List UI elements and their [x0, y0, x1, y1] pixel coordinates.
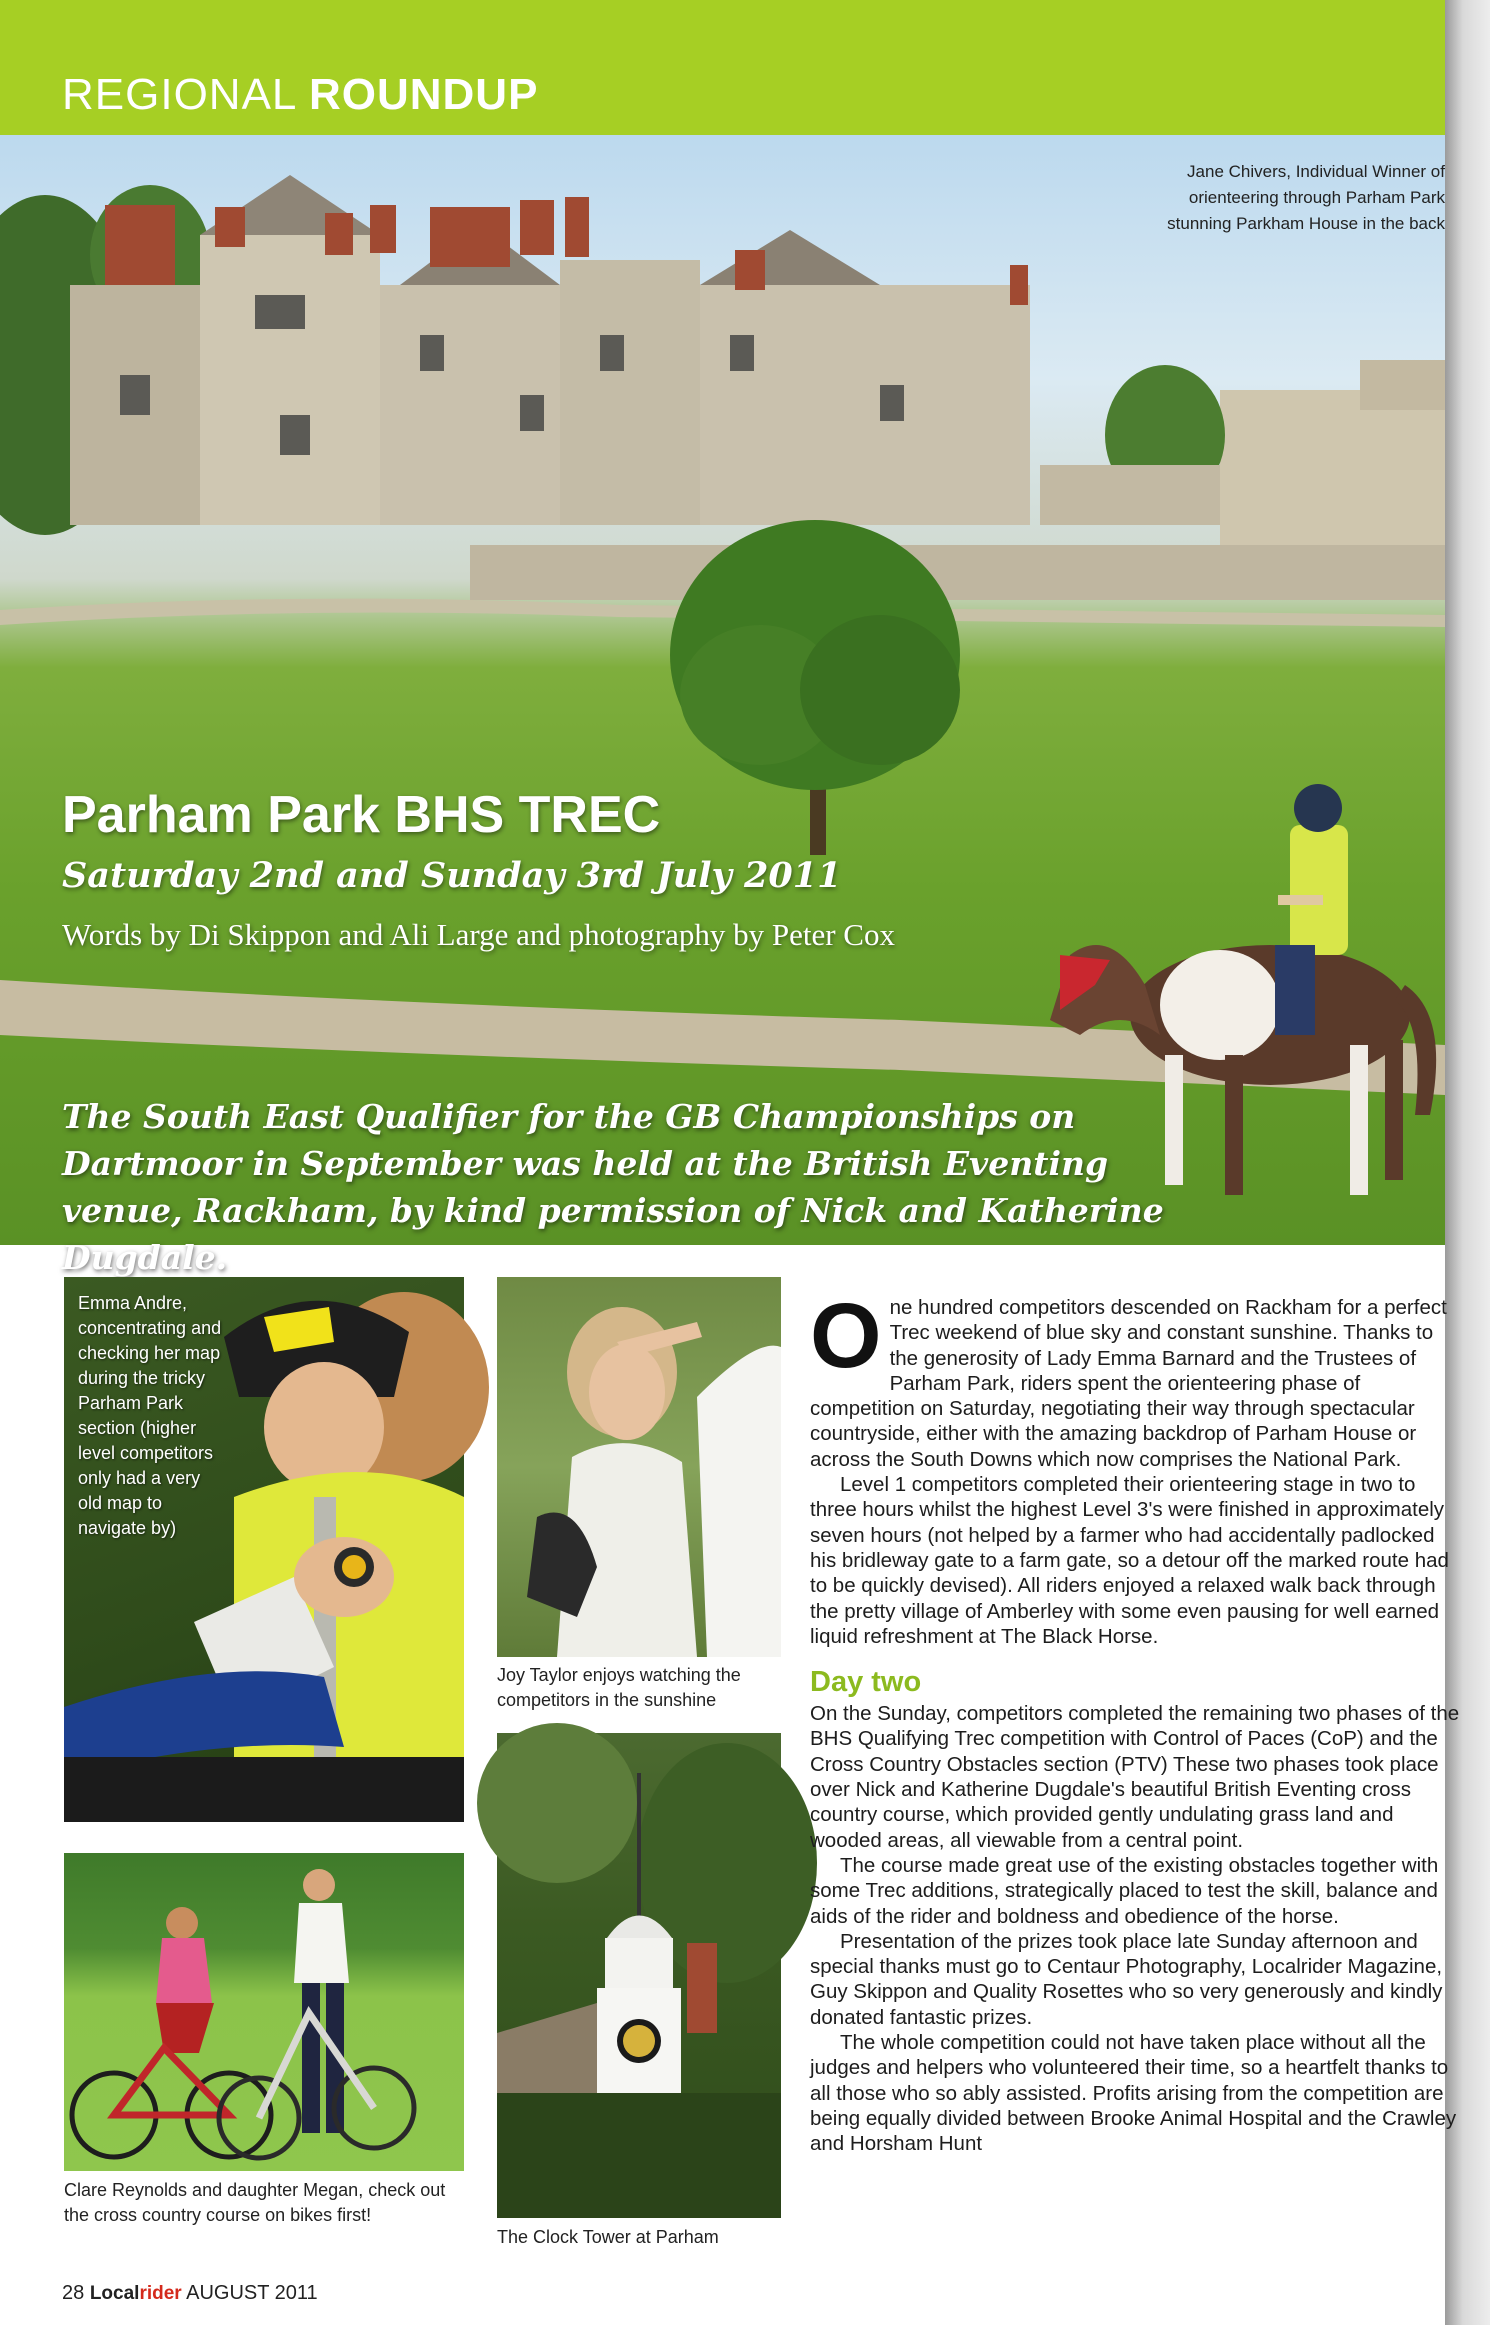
article-paragraph-4: The course made great use of the existing obstacles together with some Trec additions, strategically placed to test the skill, balance and aids of the rider and boldness and obedience of the horse.	[810, 1853, 1439, 1928]
article-paragraph-5: Presentation of the prizes took place late Sunday afternoon and special thanks must go to Centaur Photography, Localrider Magazine, Guy Skippon and Quality Rosettes who so very generously and kindly donated fantastic prizes.	[810, 1929, 1443, 2029]
section-header-band	[0, 0, 1445, 135]
article-headline: Parham Park BHS TREC	[62, 786, 661, 844]
photo-clock-tower	[497, 1733, 781, 2218]
article-dateline: Saturday 2nd and Sunday 3rd July 2011	[62, 855, 842, 896]
photo-joy-taylor	[497, 1277, 781, 1657]
photo-joy-taylor-caption: Joy Taylor enjoys watching the competitors in the sunshine	[497, 1665, 741, 1710]
photo-clock-tower-illustration	[497, 1733, 781, 2218]
photo-joy-taylor-illustration	[497, 1277, 781, 1657]
article-paragraph-3: On the Sunday, competitors completed the remaining two phases of the BHS Qualifying Trec competition with Control of Paces (CoP) and the Cross Country Obstacles section (PTV) These two phases took place over Nick and Katherine Dugdale's beautiful British Eventing cross country course, which provided gently undulating grass land and wooded areas, all viewable from a central point.	[810, 1702, 1460, 1852]
magazine-brand-logo: Localrider	[89, 2283, 182, 2304]
photo-clock-tower-caption: The Clock Tower at Parham	[497, 2227, 719, 2247]
issue-date: AUGUST 2011	[186, 2282, 318, 2304]
article-paragraph-2: Level 1 competitors completed their orienteering stage in two to three hours whilst the highest Level 3's were finished in approximately seven hours (not helped by a farmer who had accidentally padlocked his bridleway gate to a farm gate, so a detour off the marked route had to be quickly devised). All riders enjoyed a relaxed walk back through the pretty village of Amberley with some even pausing for well earned liquid refreshment at The Black Horse.	[810, 1473, 1449, 1648]
article-body	[810, 1285, 1470, 2157]
page-footer	[62, 2282, 318, 2305]
photo-clare-reynolds-illustration	[64, 1853, 464, 2171]
article-standfirst: The South East Qualifier for the GB Championships on Dartmoor in September was held at the British Eventing venue, Rackham, by kind permission of Nick and Katherine Dugdale.	[62, 1097, 1164, 1277]
photo-emma-andre-caption: Emma Andre, concentrating and checking her map during the tricky Parham Park section (higher level competitors only had a very old map to navigate by)	[78, 1293, 222, 1538]
article-dropcap: O	[810, 1285, 882, 1387]
article-subhead-day-two: Day two	[810, 1666, 922, 1699]
hero-illustration	[0, 135, 1445, 1245]
article-paragraph-6: The whole competition could not have taken place without all the judges and helpers who volunteered their time, so a heartfelt thanks to all those who so ably assisted. Profits arising from the competition are being equally divided between Brooke Animal Hospital and the Crawley and Horsham Hunt	[810, 2031, 1457, 2156]
hero-photo-parham-house	[0, 135, 1445, 1277]
hero-photo-credit-caption: Jane Chivers, Individual Winner of orienteering through Parham Park stunning Parkham House in the back	[1167, 162, 1445, 233]
photo-emma-andre	[64, 1277, 464, 1822]
section-title: REGIONAL ROUNDUP	[62, 70, 539, 119]
photo-clare-reynolds-caption: Clare Reynolds and daughter Megan, check out the cross country course on bikes first!	[64, 2180, 446, 2225]
photo-clare-reynolds	[64, 1853, 464, 2171]
article-byline: Words by Di Skippon and Ali Large and photography by Peter Cox	[62, 917, 895, 952]
article-paragraph-1: One hundred competitors descended on Rackham for a perfect Trec weekend of blue sky and constant sunshine. Thanks to the generosity of Lady Emma Barnard and the Trustees of Parham Park, riders spent the orienteering phase of competition on Saturday, negotiating their way through spectacular countryside, either with the amazing backdrop of Parham House or across the South Downs which now comprises the National Park.	[810, 1285, 1447, 1471]
page-number: 28	[62, 2282, 85, 2304]
